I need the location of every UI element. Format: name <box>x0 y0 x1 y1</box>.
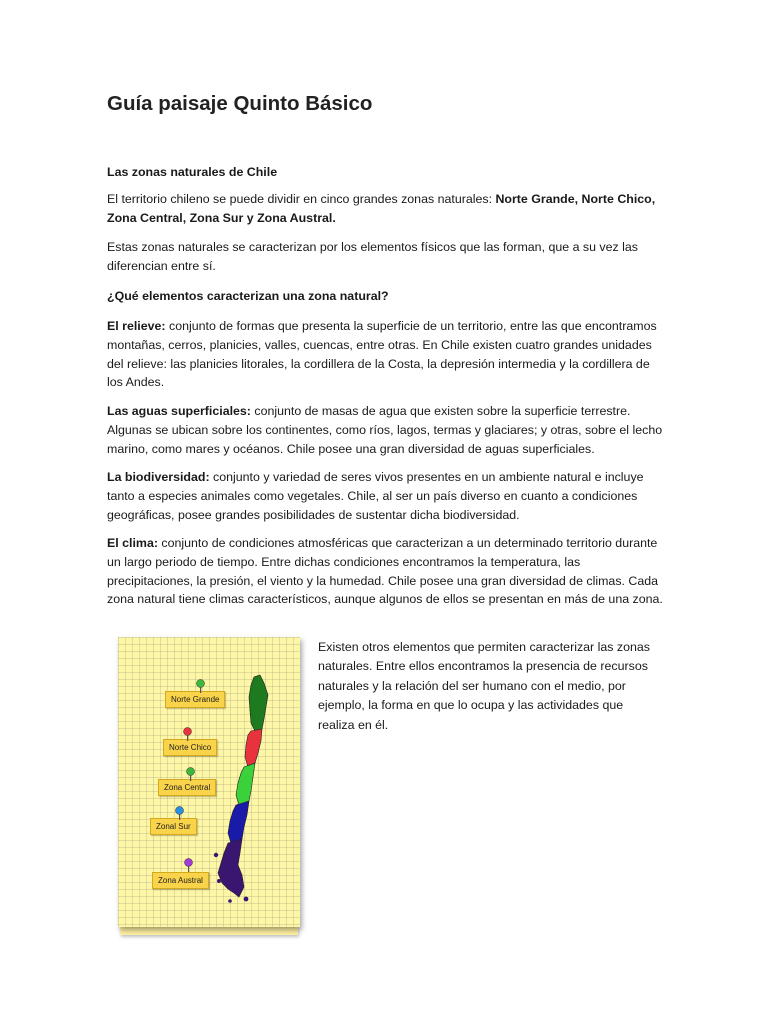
map-zone-zona-central <box>236 763 255 805</box>
zone-label-zona-austral: Zona Austral <box>152 872 209 889</box>
zone-label-norte-chico: Norte Chico <box>163 739 217 756</box>
paragraph-other-elements: Existen otros elementos que permiten caracterizar las zonas naturales. Entre ellos encontramos la presencia de recursos naturales y la relación del ser humano con el medio, por ejemplo, la forma en que lo ocupa y las actividades que realiza en él. <box>318 640 650 732</box>
page-title: Guía paisaje Quinto Básico <box>107 92 373 115</box>
paragraph-clima: El clima: conjunto de condiciones atmosféricas que caracterizan a un determinado territorio durante un largo periodo de tiempo. Entre dichas condiciones encontramos la temperatura, las precipitaciones, la presión, el viento y la humedad. Chile posee una gran diversidad de climas. Cada zona natural tiene climas característicos, aunque algunos de ellos se presentan en más de una zona. <box>107 536 663 607</box>
paragraph-text: El territorio chileno se puede dividir en cinco grandes zonas naturales: <box>107 192 496 206</box>
question-heading: ¿Qué elementos caracterizan una zona natural? <box>107 289 389 303</box>
map-zone-norte-grande <box>249 675 268 731</box>
zones-list: Norte Grande, Norte Chico, Zona Central, Zona Sur y Zona Austral. <box>107 192 656 225</box>
paragraph-relieve: El relieve: conjunto de formas que presenta la superficie de un territorio, entre las que encontramos montañas, cerros, planicies, valles, cuencas, entre otras. En Chile existen cuatro grandes unidades del relieve: las planicies litorales, la cordillera de la Costa, la depresión intermedia y la cordillera de los Andes. <box>107 319 657 390</box>
pushpin-icon <box>183 858 194 872</box>
chile-zones-map <box>118 637 300 927</box>
map-zone-norte-chico <box>245 729 262 767</box>
zone-label-zonal-sur: Zonal Sur <box>150 818 197 835</box>
pushpin-icon <box>195 679 206 693</box>
paragraph-aguas: Las aguas superficiales: conjunto de masas de agua que existen sobre la superficie terrestre. Algunas se ubican sobre los continentes, como ríos, lagos, termas y glaciares; y otras, sobre el lecho marino, como mares y océanos. Chile posee una gran diversidad de aguas superficiales. <box>107 404 663 456</box>
map-zone-zona-sur <box>228 801 249 843</box>
term-clima: El clima: <box>107 536 158 550</box>
section-subtitle: Las zonas naturales de Chile <box>107 165 278 179</box>
map-island <box>214 853 218 857</box>
map-island <box>228 899 232 903</box>
pushpin-icon <box>185 767 196 781</box>
pushpin-icon <box>174 806 185 820</box>
map-island <box>217 879 221 883</box>
pushpin-icon <box>182 727 193 741</box>
term-aguas: Las aguas superficiales: <box>107 404 251 418</box>
map-zone-zona-austral <box>218 839 244 897</box>
map-island <box>244 897 249 902</box>
paragraph-zones-intro <box>107 190 663 228</box>
paragraph-elements-intro: Estas zonas naturales se caracterizan por los elementos físicos que las forman, que a su vez las diferencian entre sí. <box>107 240 639 273</box>
zone-label-zona-central: Zona Central <box>158 779 216 796</box>
term-relieve: El relieve: <box>107 319 166 333</box>
term-biodiversidad: La biodiversidad: <box>107 470 210 484</box>
zone-label-norte-grande: Norte Grande <box>165 691 225 708</box>
paragraph-biodiversidad: La biodiversidad: conjunto y variedad de seres vivos presentes en un ambiente natural e incluye tanto a especies animales como vegetales. Chile, al ser un país diverso en cuanto a condiciones geográficas, posee grandes posibilidades de sustentar dicha biodiversidad. <box>107 470 644 522</box>
